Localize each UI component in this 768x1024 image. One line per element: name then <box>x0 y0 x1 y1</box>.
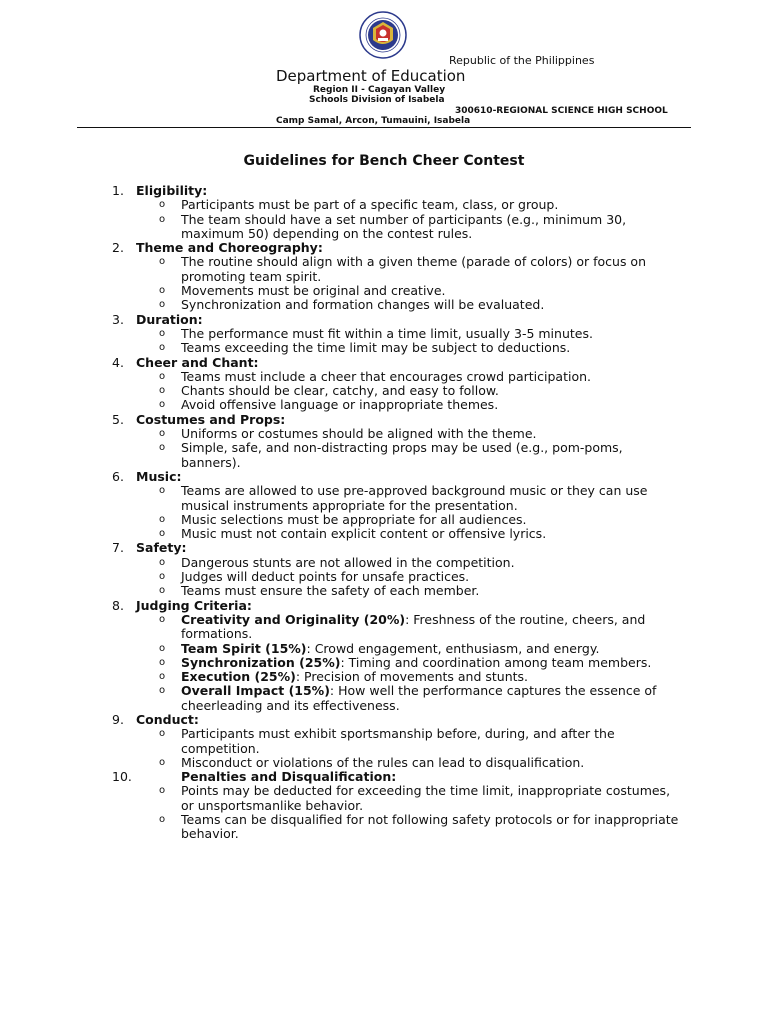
item-text: : Freshness of the routine, cheers, and formations. <box>181 611 646 642</box>
list-item <box>112 727 682 756</box>
item-text: Synchronization and formation changes will be evaluated. <box>181 297 545 313</box>
criterion-name: Execution (25%) <box>181 669 296 685</box>
circle-bullet-icon: o <box>159 642 166 654</box>
circle-bullet-icon: o <box>159 370 166 382</box>
circle-bullet-icon: o <box>159 671 166 683</box>
circle-bullet-icon: o <box>159 728 166 740</box>
division-label: Schools Division of Isabela <box>309 95 445 105</box>
guideline-section <box>112 599 682 713</box>
item-text: Uniforms or costumes should be aligned with the theme. <box>181 426 537 442</box>
list-item <box>112 341 682 355</box>
circle-bullet-icon: o <box>159 199 166 211</box>
list-item <box>112 670 682 684</box>
list-item <box>112 213 682 242</box>
circle-bullet-icon: o <box>159 556 166 568</box>
list-item <box>112 527 682 541</box>
section-heading: Penalties and Disqualification: <box>181 769 397 785</box>
circle-bullet-icon: o <box>159 785 166 797</box>
list-item <box>112 327 682 341</box>
circle-bullet-icon: o <box>159 399 166 411</box>
section-number: 5. <box>112 411 124 427</box>
department-name: Department of Education <box>276 67 466 85</box>
item-text: Misconduct or violations of the rules can lead to disqualification. <box>181 754 585 770</box>
section-number: 10. <box>112 769 132 785</box>
guidelines-list <box>112 184 682 842</box>
section-heading: Judging Criteria: <box>136 597 252 613</box>
item-text: Chants should be clear, catchy, and easy to follow. <box>181 383 499 399</box>
school-name: 300610-REGIONAL SCIENCE HIGH SCHOOL <box>455 106 668 116</box>
circle-bullet-icon: o <box>159 685 166 697</box>
item-text: : Crowd engagement, enthusiasm, and energy. <box>306 640 600 656</box>
section-heading: Theme and Choreography: <box>136 240 323 256</box>
circle-bullet-icon: o <box>159 428 166 440</box>
guideline-section <box>112 413 682 470</box>
circle-bullet-icon: o <box>159 513 166 525</box>
item-text: Music selections must be appropriate for all audiences. <box>181 511 527 527</box>
section-heading: Conduct: <box>136 711 199 727</box>
item-text: : Precision of movements and stunts. <box>295 669 529 685</box>
list-item <box>112 284 682 298</box>
list-item <box>112 813 682 842</box>
guideline-section <box>112 356 682 413</box>
item-text: : Timing and coordination among team members. <box>340 654 652 670</box>
list-item <box>112 570 682 584</box>
guideline-section <box>112 241 682 312</box>
item-text: Teams must ensure the safety of each member. <box>181 583 480 599</box>
item-text: Judges will deduct points for unsafe practices. <box>181 569 470 585</box>
list-item <box>112 613 682 642</box>
guideline-section <box>112 313 682 356</box>
guideline-section <box>112 470 682 541</box>
list-item <box>112 784 682 813</box>
section-number: 6. <box>112 468 124 484</box>
circle-bullet-icon: o <box>159 814 166 826</box>
header-divider <box>77 127 691 128</box>
circle-bullet-icon: o <box>159 299 166 311</box>
guideline-section <box>112 541 682 598</box>
guideline-section <box>112 713 682 770</box>
item-text: Dangerous stunts are not allowed in the competition. <box>181 554 515 570</box>
circle-bullet-icon: o <box>159 585 166 597</box>
circle-bullet-icon: o <box>159 285 166 297</box>
criterion-name: Synchronization (25%) <box>181 654 341 670</box>
republic-label: Republic of the Philippines <box>449 54 595 67</box>
criterion-name: Creativity and Originality (20%) <box>181 611 406 627</box>
item-text: Movements must be original and creative. <box>181 283 446 299</box>
circle-bullet-icon: o <box>159 342 166 354</box>
item-text: Participants must exhibit sportsmanship before, during, and after the competition. <box>181 726 615 756</box>
item-text: The team should have a set number of participants (e.g., minimum 30, maximum 50) depending on the contest rules. <box>181 211 627 241</box>
section-number: 2. <box>112 240 124 256</box>
item-text: The performance must fit within a time limit, usually 3-5 minutes. <box>181 325 593 341</box>
guideline-section <box>112 184 682 241</box>
section-heading: Eligibility: <box>136 183 208 198</box>
list-item <box>112 556 682 570</box>
list-item <box>112 441 682 470</box>
deped-seal-logo <box>359 11 407 59</box>
criterion-name: Overall Impact (15%) <box>181 683 330 699</box>
section-heading: Cheer and Chant: <box>136 354 259 370</box>
list-item <box>112 427 682 441</box>
circle-bullet-icon: o <box>159 213 166 225</box>
list-item <box>112 656 682 670</box>
section-number: 1. <box>112 183 124 198</box>
circle-bullet-icon: o <box>159 256 166 268</box>
item-text: Points may be deducted for exceeding the time limit, inappropriate costumes, or unsportsmanlike behavior. <box>181 783 671 813</box>
list-item <box>112 298 682 312</box>
section-heading: Duration: <box>136 311 203 327</box>
list-item <box>112 370 682 384</box>
item-text: Music must not contain explicit content or offensive lyrics. <box>181 526 547 542</box>
item-text: The routine should align with a given theme (parade of colors) or focus on promoting team spirit. <box>181 254 647 284</box>
circle-bullet-icon: o <box>159 571 166 583</box>
circle-bullet-icon: o <box>159 327 166 339</box>
list-item <box>112 642 682 656</box>
circle-bullet-icon: o <box>159 613 166 625</box>
guideline-section <box>112 770 682 841</box>
list-item <box>112 384 682 398</box>
school-address: Camp Samal, Arcon, Tumauini, Isabela <box>276 116 471 126</box>
circle-bullet-icon: o <box>159 385 166 397</box>
circle-bullet-icon: o <box>159 528 166 540</box>
section-number: 8. <box>112 597 124 613</box>
section-heading: Music: <box>136 468 182 484</box>
page-title: Guidelines for Bench Cheer Contest <box>243 153 525 169</box>
item-text: Teams are allowed to use pre-approved background music or they can use musical instruments appropriate for the presentation. <box>181 483 648 513</box>
criterion-name: Team Spirit (15%) <box>181 640 307 656</box>
region-label: Region II - Cagayan Valley <box>313 85 446 95</box>
circle-bullet-icon: o <box>159 656 166 668</box>
section-number: 9. <box>112 711 124 727</box>
item-text: : How well the performance captures the essence of cheerleading and its effectiveness. <box>181 683 657 713</box>
section-heading: Safety: <box>136 540 187 556</box>
item-text: Avoid offensive language or inappropriate themes. <box>181 397 499 413</box>
list-item <box>112 584 682 598</box>
list-item <box>112 398 682 412</box>
circle-bullet-icon: o <box>159 442 166 454</box>
section-heading: Costumes and Props: <box>136 411 286 427</box>
item-text: Participants must be part of a specific team, class, or group. <box>181 197 559 213</box>
list-item <box>112 198 682 212</box>
list-item <box>112 484 682 513</box>
section-number: 7. <box>112 540 124 556</box>
item-text: Teams must include a cheer that encourages crowd participation. <box>181 368 591 384</box>
list-item <box>112 255 682 284</box>
circle-bullet-icon: o <box>159 756 166 768</box>
list-item <box>112 756 682 770</box>
item-text: Teams can be disqualified for not following safety protocols or for inappropriate behavior. <box>181 812 679 842</box>
circle-bullet-icon: o <box>159 485 166 497</box>
item-text: Simple, safe, and non-distracting props may be used (e.g., pom-poms, banners). <box>181 440 623 470</box>
list-item <box>112 513 682 527</box>
section-number: 3. <box>112 311 124 327</box>
item-text: Teams exceeding the time limit may be subject to deductions. <box>181 340 571 356</box>
section-number: 4. <box>112 354 124 370</box>
list-item <box>112 684 682 713</box>
